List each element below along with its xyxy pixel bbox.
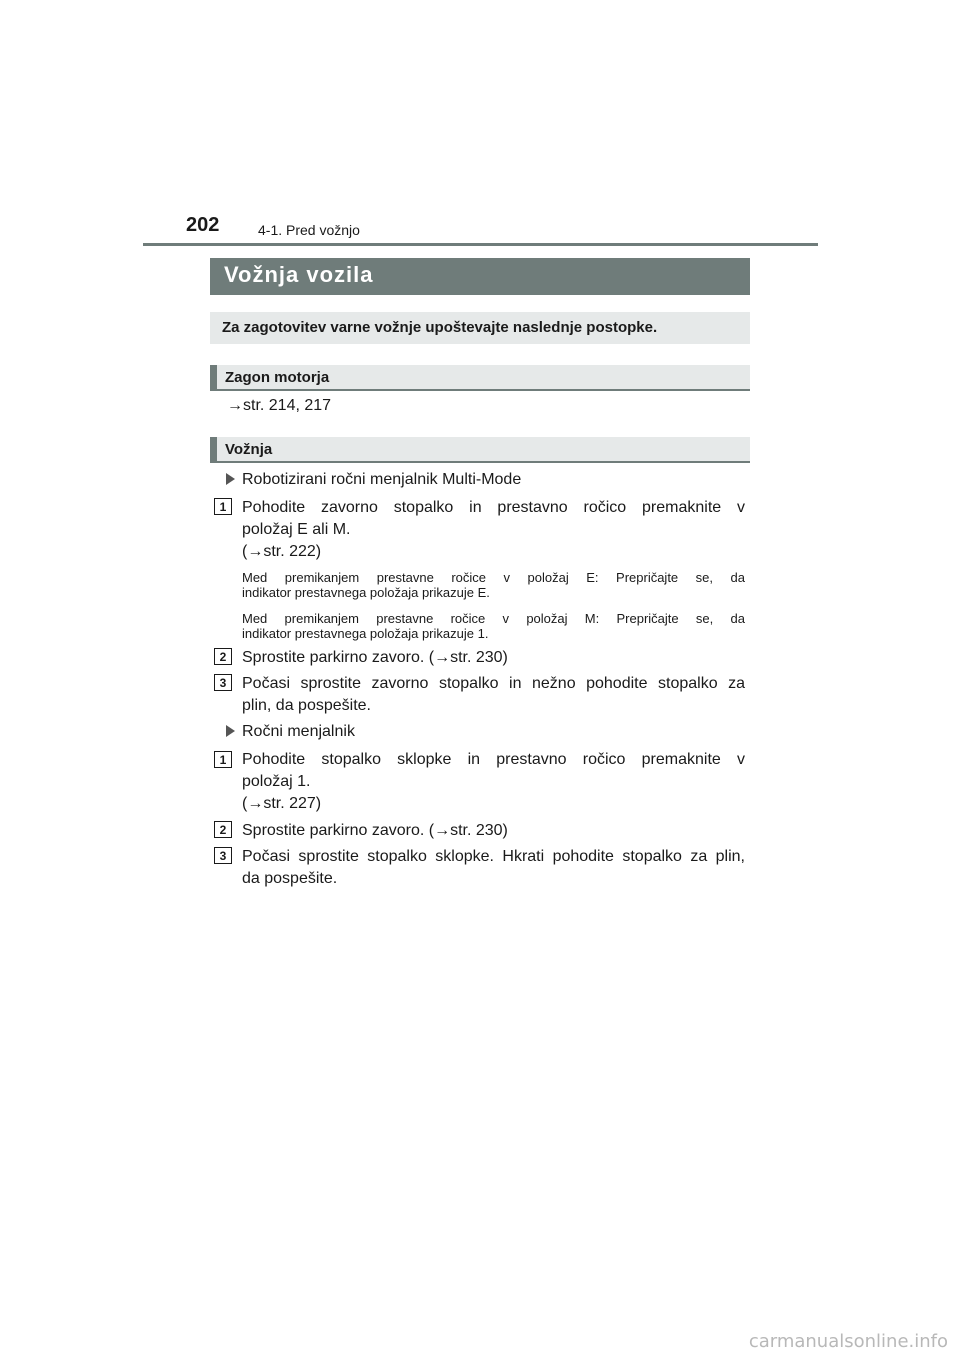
step-number-badge: 2 [214,648,232,665]
engine-start-reference: →str. 214, 217 [227,397,332,414]
subheading-driving: Vožnja [210,437,750,463]
note-m-position [242,611,745,641]
bullet-manual [226,723,355,741]
step-text-line: Počasi sprostite zavorno stopalko in nežno pohodite stopalko za [242,675,745,692]
step-text [242,673,745,717]
step-text: Sprostite parkirno zavoro. (→str. 230) [242,822,508,839]
intro-box: Za zagotovitev varne vožnje upoštevajte naslednje postopke. [210,312,750,344]
watermark: carmanualsonline.info [748,1331,948,1352]
header-rule [143,243,818,246]
subheading-engine-start: Zagon motorja [210,365,750,391]
section-label: 4-1. Pred vožnjo [258,222,360,238]
step-reference: (→str. 222) [242,543,322,560]
note-e-position [242,570,745,600]
triangle-bullet-icon [226,473,235,485]
triangle-bullet-icon [226,725,235,737]
step-reference: (→str. 227) [242,795,322,812]
step-text-line: Pohodite stopalko sklopke in prestavno ročico premaknite v [242,751,745,768]
note-line: Med premikanjem prestavne ročice v položaj M: Prepričajte se, da [242,611,745,626]
step-number-badge: 3 [214,674,232,691]
bullet-multimode-label: Robotizirani ročni menjalnik Multi-Mode [242,471,522,488]
page-number: 202 [186,214,220,236]
bullet-manual-label: Ročni menjalnik [242,723,355,740]
step-text-line: položaj E ali M. [242,521,351,538]
step-number-badge: 2 [214,821,232,838]
step-text-line: plin, da pospešite. [242,697,371,714]
note-line: indikator prestavnega položaja prikazuje 1. [242,626,489,641]
note-line: Med premikanjem prestavne ročice v položaj E: Prepričajte se, da [242,570,745,585]
step-text-line: da pospešite. [242,870,338,887]
step-number-badge: 3 [214,847,232,864]
step-text [242,749,745,815]
step-text-line: položaj 1. [242,773,311,790]
step-number-badge: 1 [214,498,232,515]
step-text: Sprostite parkirno zavoro. (→str. 230) [242,649,508,666]
step-text [242,497,745,563]
bullet-multimode [226,471,521,489]
step-text-line: Pohodite zavorno stopalko in prestavno ročico premaknite v [242,499,745,516]
page-title: Vožnja vozila [210,258,750,295]
step-number-badge: 1 [214,751,232,768]
step-text-line: Počasi sprostite stopalko sklopke. Hkrati pohodite stopalko za plin, [242,848,745,865]
note-line: indikator prestavnega položaja prikazuje E. [242,585,490,600]
step-text [242,846,745,890]
